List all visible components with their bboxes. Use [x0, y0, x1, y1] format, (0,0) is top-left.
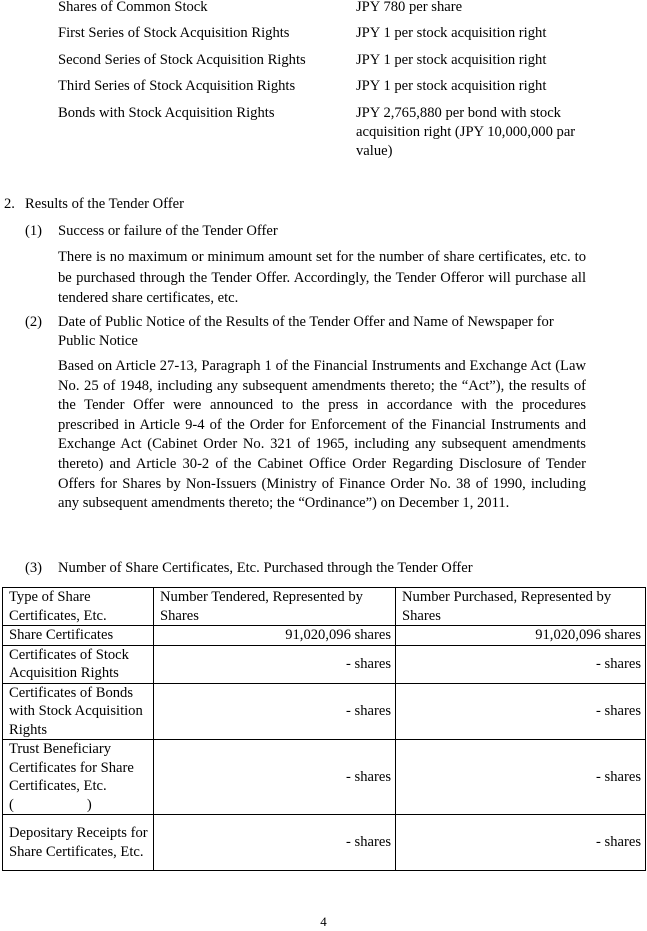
price-value: JPY 780 per share — [356, 0, 463, 15]
sub-1-body: There is no maximum or minimum amount set for the number of share certificates, etc. to be purchased through the Tender Offer. Accordingly, the Tender Offeror will purchase all tendered share certificates, etc. — [58, 249, 586, 306]
sub-3-title: Number of Share Certificates, Etc. Purchased through the Tender Offer — [58, 560, 473, 576]
price-label: Shares of Common Stock — [58, 0, 208, 15]
cell-tendered: - shares — [154, 683, 396, 740]
sub-1-title: Success or failure of the Tender Offer — [58, 223, 278, 239]
table-header-type: Type of Share Certificates, Etc. — [3, 588, 154, 626]
price-value: JPY 1 per stock acquisition right — [356, 78, 547, 94]
table-row — [3, 645, 646, 683]
price-value: JPY 1 per stock acquisition right — [356, 52, 547, 68]
cell-type: Trust Beneficiary Certificates for Share Certificates, Etc. — [9, 741, 134, 794]
table-row — [3, 740, 646, 815]
cell-type: Certificates of Stock Acquisition Rights — [3, 645, 154, 683]
cell-purchased: - shares — [396, 815, 646, 871]
section-number: 2. — [4, 196, 15, 212]
section-2-heading — [4, 195, 15, 214]
price-value: JPY 2,765,880 per bond with stock acquisition right (JPY 10,000,000 par value) — [356, 105, 576, 159]
cell-purchased: - shares — [396, 645, 646, 683]
section-2-title: Results of the Tender Offer — [25, 196, 184, 212]
price-label: Second Series of Stock Acquisition Rights — [58, 52, 306, 68]
cell-tendered: - shares — [154, 645, 396, 683]
cell-tendered: - shares — [154, 815, 396, 871]
sub-2-number: (2) — [25, 314, 43, 330]
table-row — [3, 626, 646, 646]
cell-type-extra: ( ) — [9, 796, 92, 813]
cell-type: Share Certificates — [3, 626, 154, 646]
page-number: 4 — [320, 914, 327, 929]
table-row — [3, 815, 646, 871]
price-label: Third Series of Stock Acquisition Rights — [58, 78, 296, 94]
purchase-table — [2, 587, 646, 871]
price-label: First Series of Stock Acquisition Rights — [58, 25, 290, 41]
cell-type: Depositary Receipts for Share Certificates, Etc. — [3, 815, 154, 871]
cell-tendered: 91,020,096 shares — [154, 626, 396, 646]
cell-purchased: - shares — [396, 740, 646, 815]
table-header-purchased: Number Purchased, Represented by Shares — [396, 588, 646, 626]
cell-tendered: - shares — [154, 740, 396, 815]
table-header-row — [3, 588, 646, 626]
table-row — [3, 683, 646, 740]
table-header-tendered: Number Tendered, Represented by Shares — [154, 588, 396, 626]
cell-type: Certificates of Bonds with Stock Acquisition Rights — [3, 683, 154, 740]
cell-type-group — [3, 740, 154, 815]
sub-2-title: Date of Public Notice of the Results of the Tender Offer and Name of Newspaper for Public Notice — [58, 314, 554, 349]
price-value: JPY 1 per stock acquisition right — [356, 25, 547, 41]
cell-purchased: 91,020,096 shares — [396, 626, 646, 646]
price-label: Bonds with Stock Acquisition Rights — [58, 105, 275, 121]
cell-purchased: - shares — [396, 683, 646, 740]
sub-3-number: (3) — [25, 560, 43, 576]
sub-2-body: Based on Article 27-13, Paragraph 1 of the Financial Instruments and Exchange Act (Law No. 25 of 1948, including any subsequent amendments thereto; the “Act”), the results of the Tender Offer were announced to the press in accordance with the procedures prescribed in Article 9-4 of the Order for Enforcement of the Financial Instruments and Exchange Act (Cabinet Order No. 321 of 1965, including any subsequent amendments thereto) and Article 30-2 of the Cabinet Office Order Regarding Disclosure of Tender Offers for Shares by Non-Issuers (Ministry of Finance Order No. 38 of 1990, including any subsequent amendments thereto; the “Ordinance”) on December 1, 2011. — [58, 358, 586, 512]
sub-1-number: (1) — [25, 223, 43, 239]
